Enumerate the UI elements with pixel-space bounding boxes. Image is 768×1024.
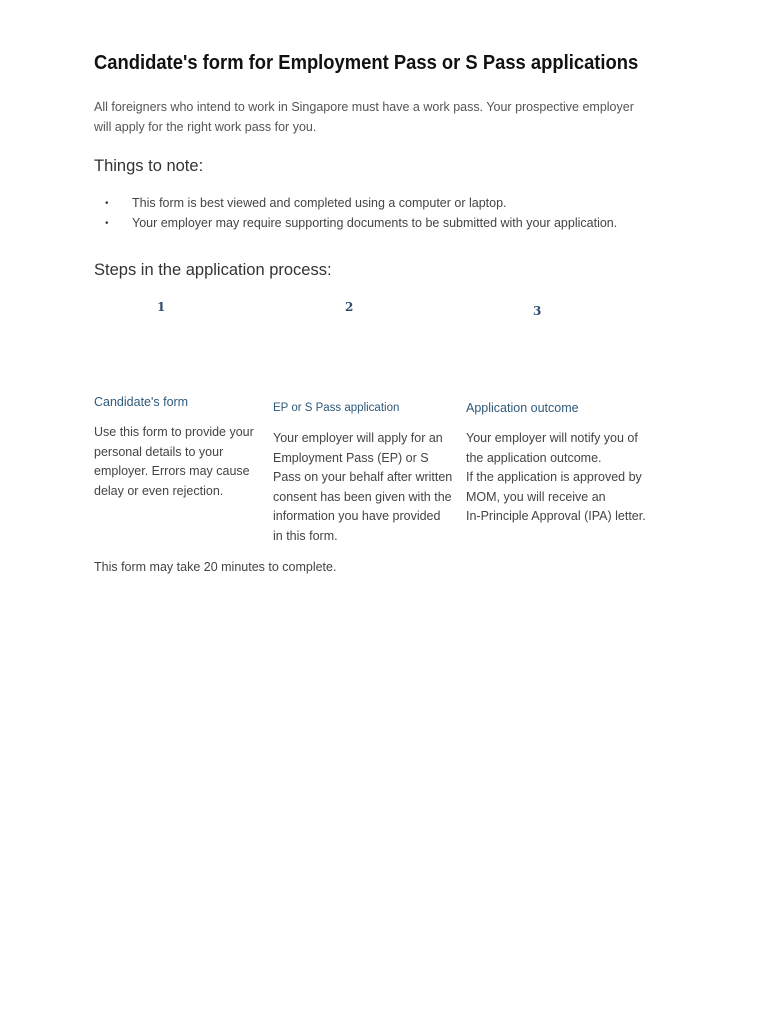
step-description-line: the application outcome.: [466, 450, 602, 465]
step-number-3: 3: [533, 304, 542, 318]
things-to-note-heading: Things to note:: [94, 157, 204, 175]
completion-time-note: This form may take 20 minutes to complete.: [94, 560, 337, 574]
step-number-1: 1: [157, 300, 166, 314]
bullet-icon: •: [105, 198, 109, 209]
step-description: Your employer will apply for an Employment Pass (EP) or S Pass on your behalf after written consent has been given with the information you have provided in this form.: [273, 431, 453, 543]
step-description: Use this form to provide your personal details to your employer. Errors may cause delay or even rejection.: [94, 425, 254, 498]
step-description: [466, 429, 656, 527]
step-application-outcome: [466, 400, 656, 527]
step-number-2: 2: [345, 300, 354, 314]
step-description-line: Your employer will notify you of: [466, 431, 638, 445]
step-description-line: If the application is approved by: [466, 470, 642, 484]
step-description-line: In-Principle Approval (IPA) letter.: [466, 509, 646, 523]
step-title: EP or S Pass application: [273, 402, 400, 414]
note-item-text: Your employer may require supporting documents to be submitted with your application.: [132, 215, 618, 230]
step-description-line: MOM, you will receive an: [466, 489, 606, 504]
note-item: [105, 194, 617, 214]
step-title: Candidate's form: [94, 395, 189, 409]
page-title: Candidate's form for Employment Pass or S Pass applications: [94, 52, 639, 74]
note-item-text: This form is best viewed and completed using a computer or laptop.: [132, 196, 507, 210]
steps-heading: Steps in the application process:: [94, 261, 332, 279]
bullet-icon: •: [105, 217, 109, 229]
note-item: [105, 214, 617, 234]
intro-text: All foreigners who intend to work in Singapore must have a work pass. Your prospective employer will apply for the right work pass for you.: [94, 100, 634, 134]
step-ep-application: [273, 400, 453, 546]
step-title: Application outcome: [466, 401, 579, 415]
things-to-note-list: [105, 194, 617, 233]
step-candidates-form: [94, 394, 264, 501]
